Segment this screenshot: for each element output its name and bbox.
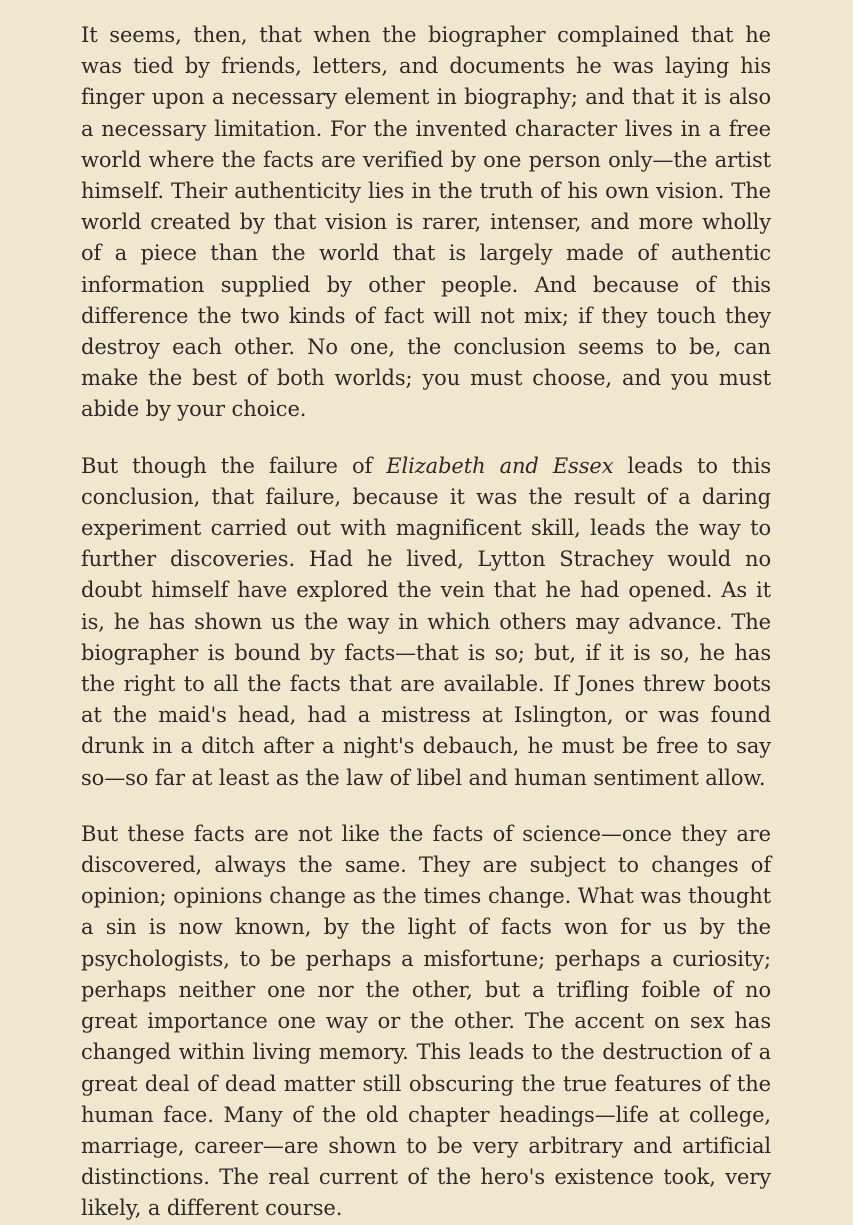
book-title: Elizabeth and Essex [386,453,614,478]
paragraph-3: But these facts are not like the facts of science—once they are discovered, always the same. They are subject to changes of opinion; opinions change as the times change. What was thought a sin is now known, by the light of facts won for us by the psychologists, to be perhaps a misfortune; perhaps a curiosity; perhaps neither one nor the other, but a trifling foible of no great importance one way or the other. The accent on sex has changed within living memory. This leads to the destruction of a great deal of dead matter still obscuring the true features of the human face. Many of the old chapter headings—life at college, marriage, career—are shown to be very arbitrary and artificial distinctions. The real current of the hero's existence took, very likely, a different course. [81,821,771,1221]
paragraph-2 [81,451,771,794]
paragraph-1: It seems, then, that when the biographer complained that he was tied by friends, letters, and documents he was laying his finger upon a necessary element in biography; and that it is also a necessary limitation. For the invented character lives in a free world where the facts are verified by one person only—the artist himself. Their authenticity lies in the truth of his own vision. The world created by that vision is rarer, intenser, and more wholly of a piece than the world that is largely made of authentic information supplied by other people. And because of this difference the two kinds of fact will not mix; if they touch they destroy each other. No one, the conclusion seems to be, can make the best of both worlds; you must choose, and you must abide by your choice. [81,23,771,422]
paragraph-2-after-title: leads to this conclusion, that failure, because it was the result of a daring experiment carried out with magnificent skill, leads the way to further discoveries. Had he lived, Lytton Strachey would no doubt himself have explored the vein that he had opened. As it is, he has shown us the way in which others may advance. The biographer is bound by facts—that is so; but, if it is so, he has the right to all the facts that are available. If Jones threw boots at the maid's head, had a mistress at Islington, or was found drunk in a ditch after a night's debauch, he must be free to say so—so far at least as the law of libel and human sentiment allow. [81,453,771,790]
paragraph-2-before-title: But though the failure of [81,453,387,478]
